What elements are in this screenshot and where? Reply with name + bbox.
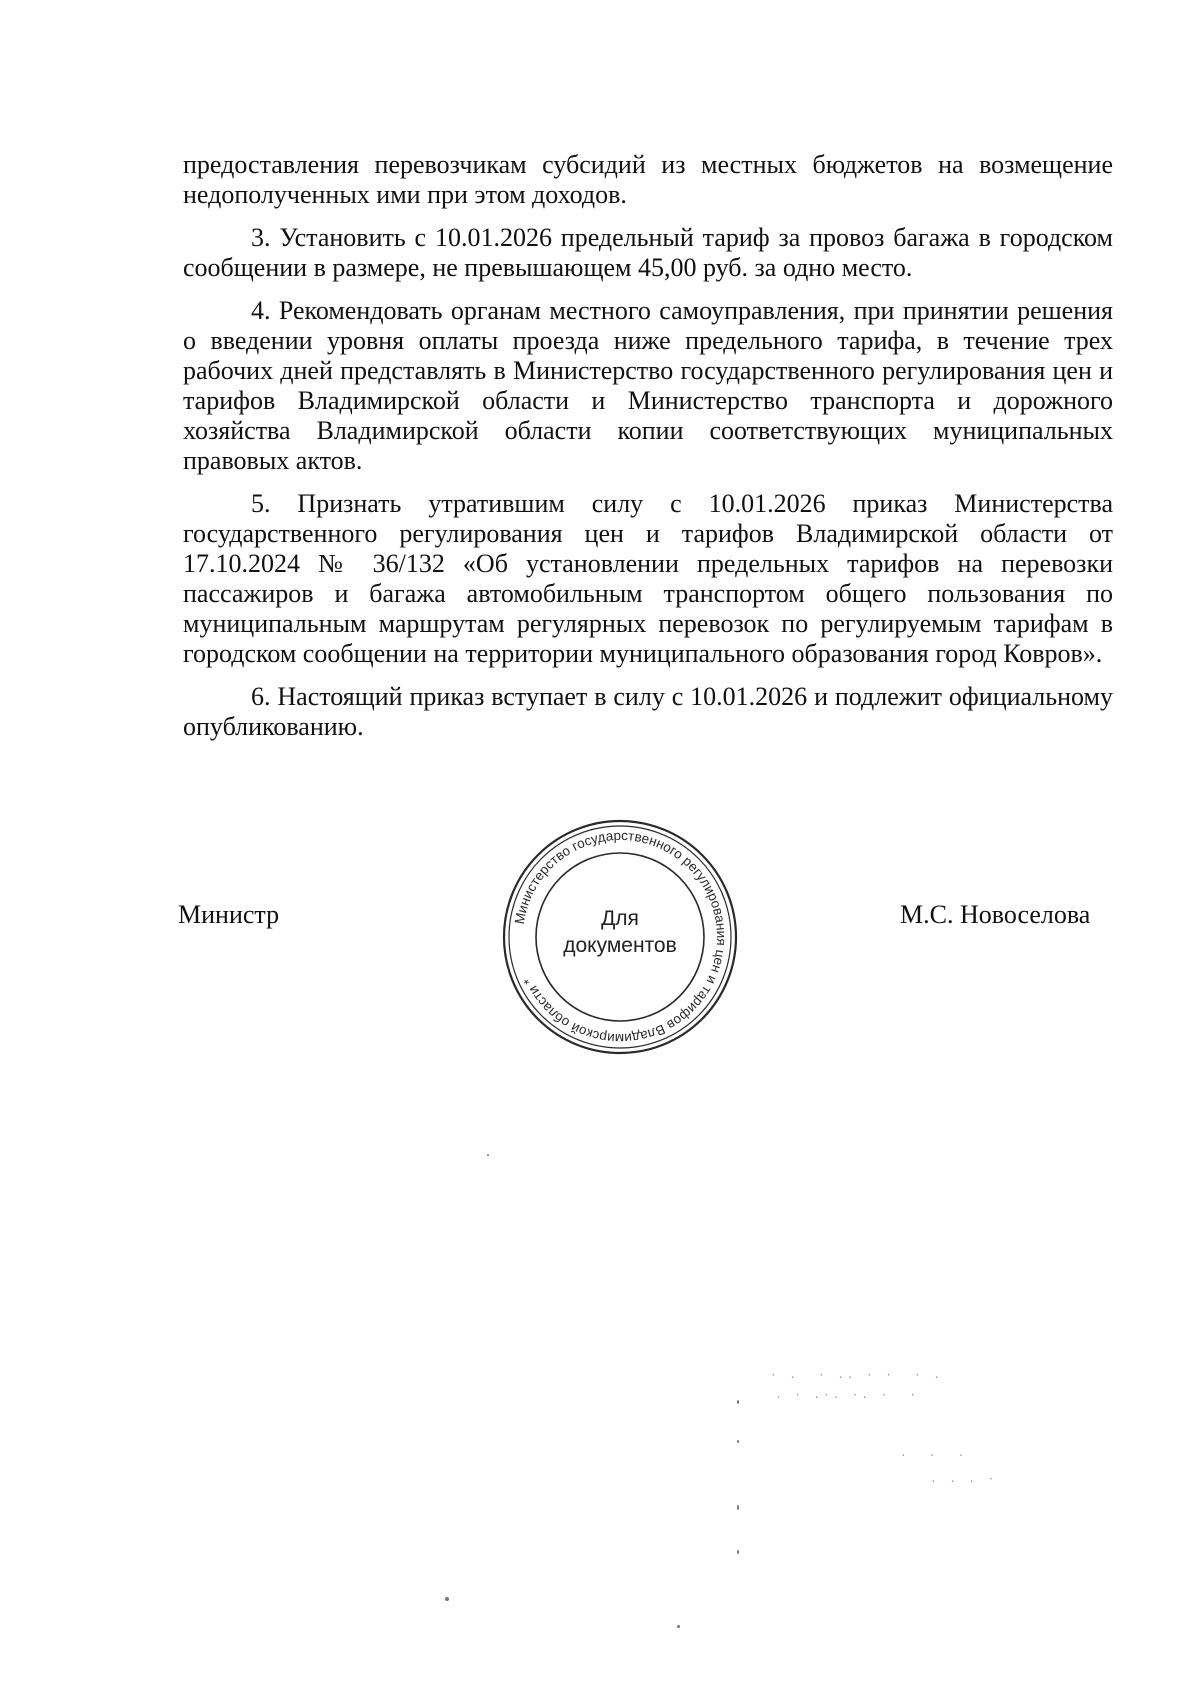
scan-noise: . · .·. ·. · · xyxy=(775,1390,920,1402)
seal-center-text xyxy=(540,905,700,959)
paragraph-item-5: 5. Признать утратившим силу с 10.01.2026 приказ Министерства государственного регулирования цен и тарифов Владимирской области от 17.10.2024 № 36/132 «Об установлении предельных тарифов на перевозки пассажиров и багажа автомобильным транспортом общего пользования по муниципальным маршрутам регулярных перевозок по регулируемым тарифам в городском сообщении на территории муниципального образования город Ковров». xyxy=(183,489,1113,668)
scan-speck xyxy=(487,1154,489,1156)
scan-speck xyxy=(737,1440,739,1443)
scan-speck xyxy=(737,1400,739,1404)
paragraph-item-4: 4. Рекомендовать органам местного самоуправления, при принятии решения о введении уровня оплаты проезда ниже предельного тарифа, в течение трех рабочих дней представлять в Министерство государственного регулирования цен и тарифов Владимирской области и Министерство транспорта и дорожного хозяйства Владимирской области копии соответствующих муниципальных правовых актов. xyxy=(183,296,1113,475)
scan-noise: . . . · xyxy=(930,1474,998,1486)
official-seal xyxy=(500,817,740,1057)
seal-ring-text: Министерство государственного регулирования цен и тарифов Владимирской области * xyxy=(511,827,730,1047)
scan-speck xyxy=(445,1597,449,1601)
paragraph-continuation: предоставления перевозчикам субсидий из местных бюджетов на возмещение недополученных ими при этом доходов. xyxy=(183,150,1113,209)
paragraph-item-3: 3. Установить с 10.01.2026 предельный тариф за провоз багажа в городском сообщении в размере, не превышающем 45,00 руб. за одно место. xyxy=(183,223,1113,282)
document-body xyxy=(183,150,1113,755)
scan-noise: · . · .. · · · . xyxy=(770,1370,943,1382)
paragraph-item-6: 6. Настоящий приказ вступает в силу с 10.01.2026 и подлежит официальному опубликованию. xyxy=(183,682,1113,741)
scan-speck xyxy=(677,1625,680,1628)
scan-speck xyxy=(737,1505,739,1510)
scan-speck xyxy=(737,1550,739,1554)
seal-center-line-1: Для xyxy=(601,907,639,930)
signatory-title: Министр xyxy=(178,900,280,929)
scan-noise: . . . xyxy=(900,1448,968,1460)
signatory-name: М.С. Новоселова xyxy=(900,900,1091,929)
seal-center-line-2: документов xyxy=(563,934,677,957)
